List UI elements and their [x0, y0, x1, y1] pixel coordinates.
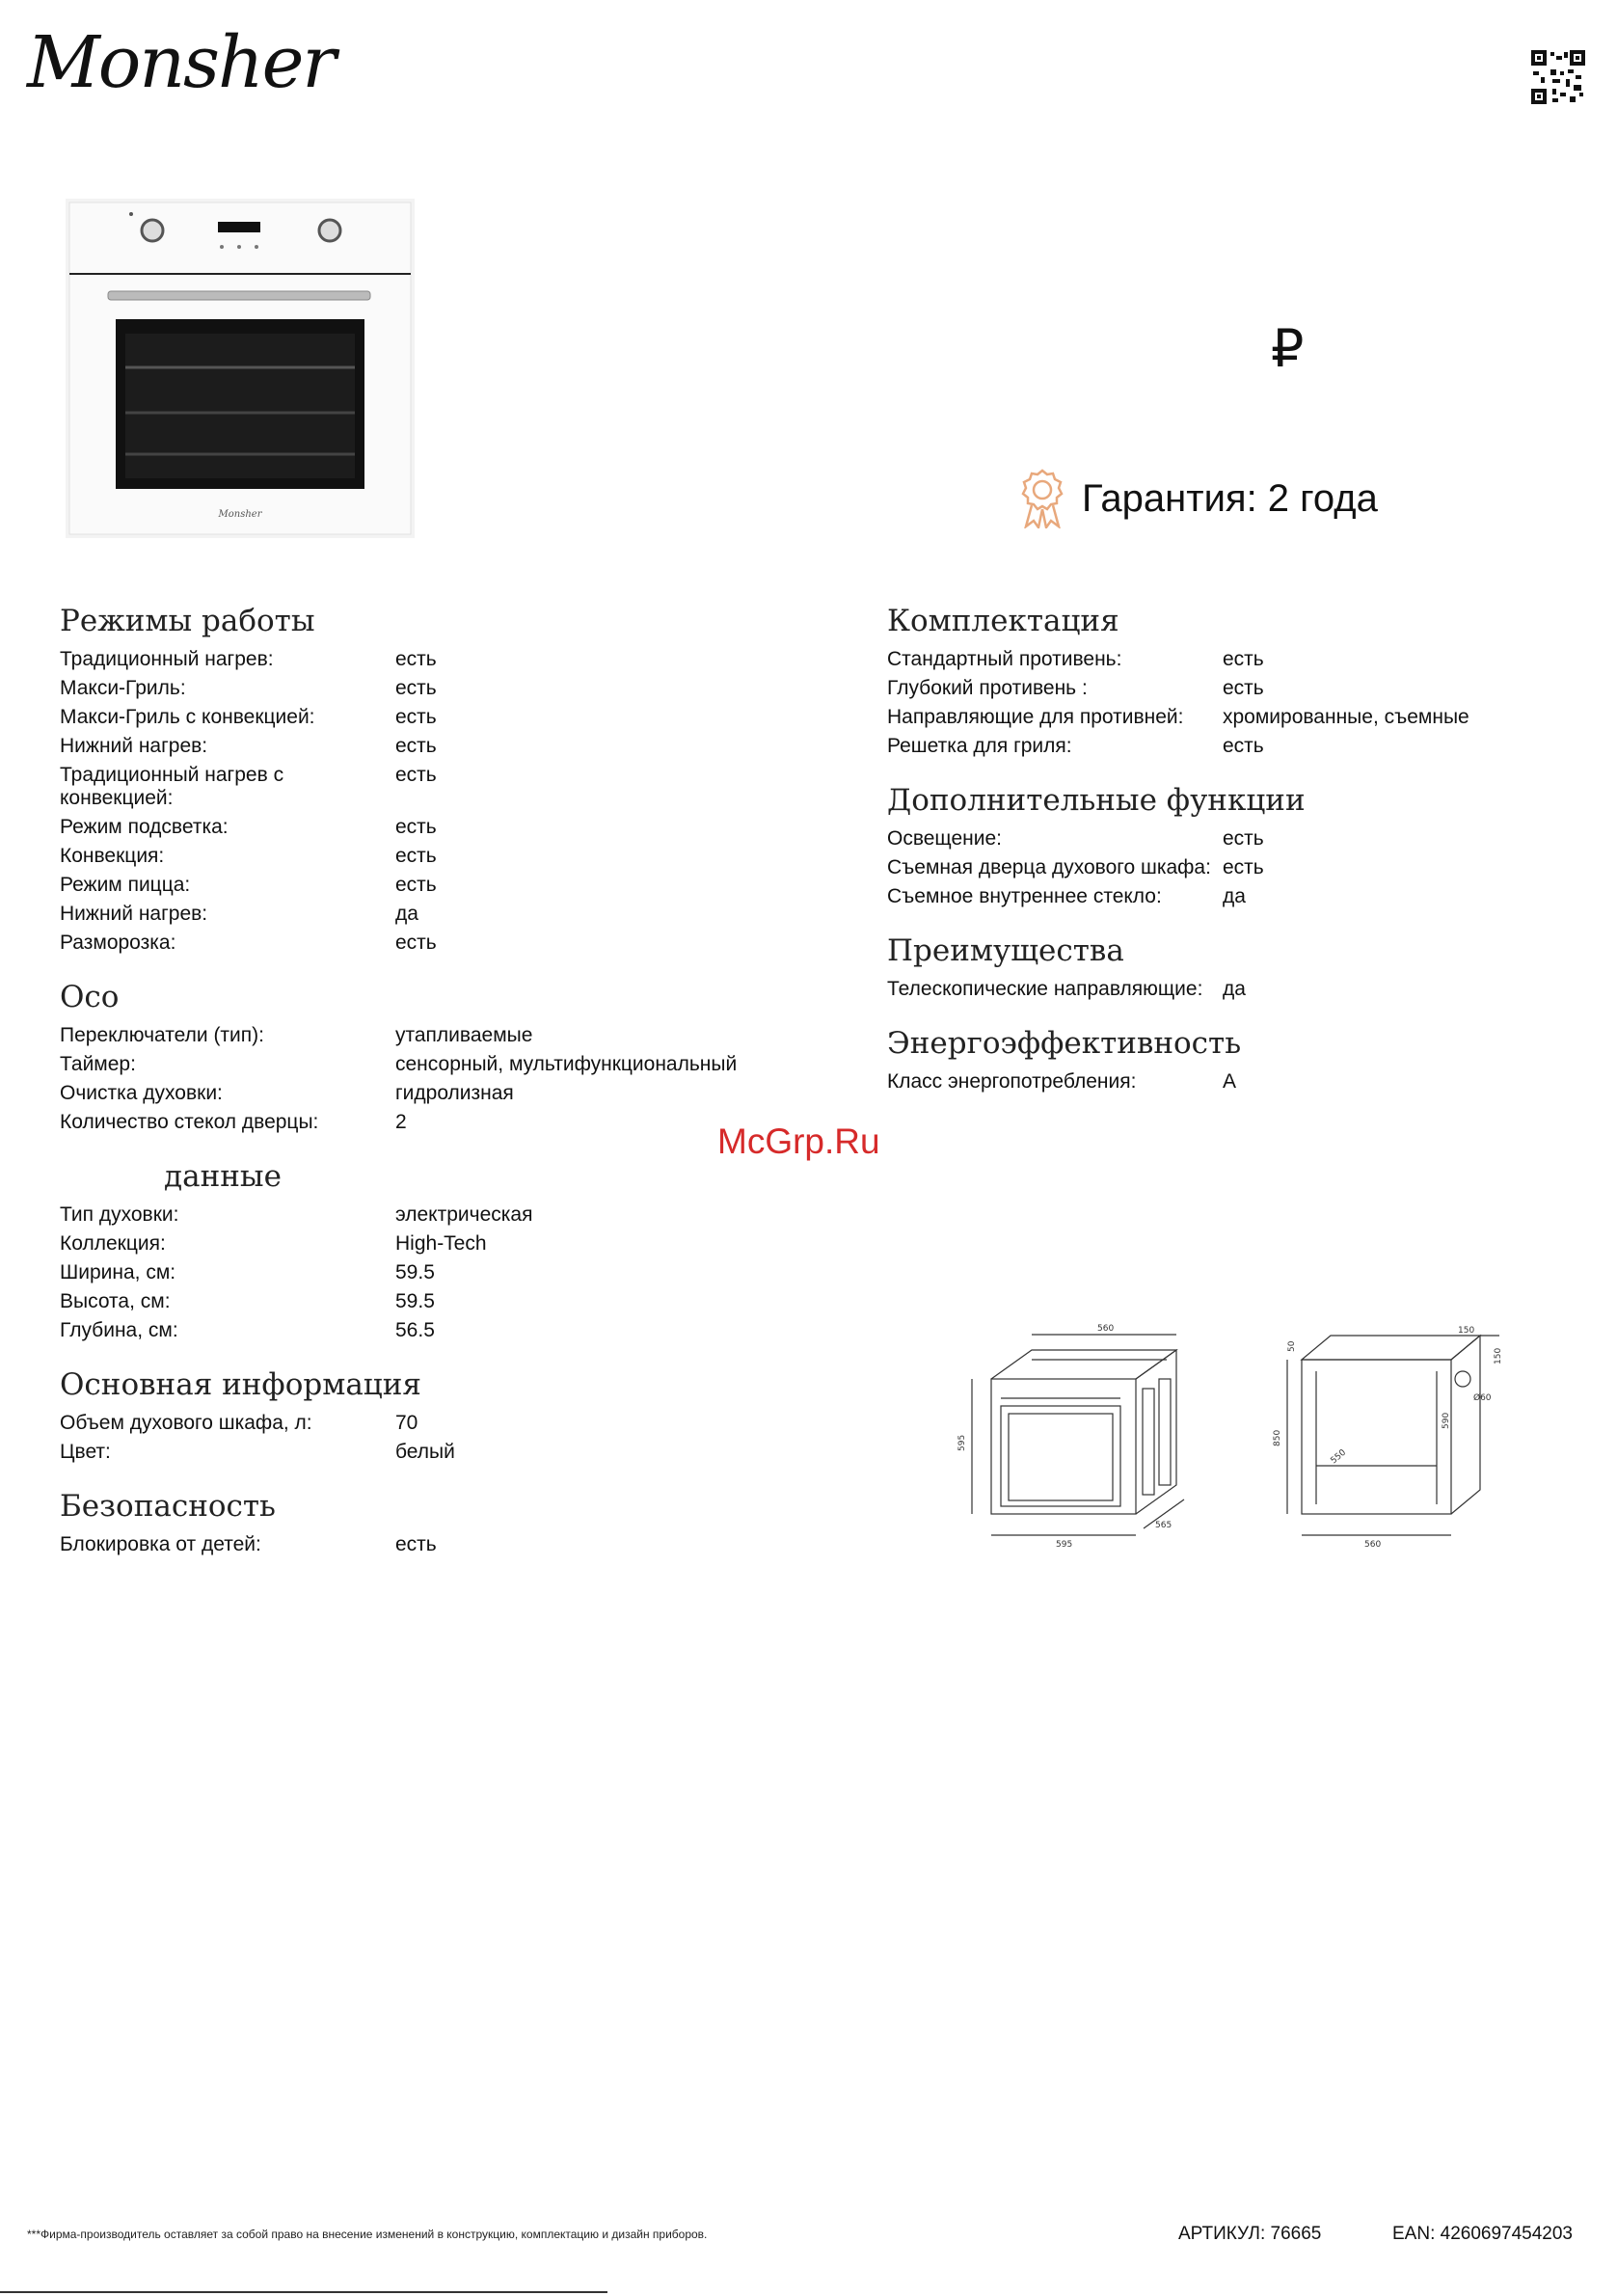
spec-row: [60, 735, 850, 758]
spec-label: Переключатели (тип):: [60, 1024, 264, 1046]
left-spec-column: [60, 604, 850, 1581]
spec-value: утапливаемые: [395, 1024, 533, 1046]
spec-label: Традиционный нагрев:: [60, 648, 274, 670]
spec-section: [887, 783, 1562, 908]
spec-row: [60, 706, 850, 729]
warranty-text: Гарантия: 2 года: [1082, 476, 1378, 520]
spec-label: Высота, см:: [60, 1290, 171, 1312]
spec-label: Очистка духовки:: [60, 1082, 223, 1104]
front-height-label: 595: [957, 1434, 967, 1451]
qr-code: [1531, 50, 1585, 104]
depth-label: 565: [1155, 1521, 1172, 1530]
cut-150b-label: 150: [1494, 1347, 1503, 1364]
spec-value: 56.5: [395, 1319, 435, 1341]
oven-product-image: [66, 199, 415, 538]
section-title: Основная информация: [60, 1367, 421, 1402]
hole-label: Ø60: [1473, 1393, 1492, 1403]
spec-section: [887, 933, 1562, 1001]
spec-row: [60, 677, 850, 700]
spec-value: есть: [395, 648, 437, 670]
spec-label: Стандартный противень:: [887, 648, 1122, 670]
spec-value: есть: [395, 735, 437, 757]
section-title: Комплектация: [887, 604, 1119, 638]
spec-value: High-Tech: [395, 1232, 487, 1255]
spec-section: [60, 1489, 850, 1556]
spec-label: Нижний нагрев:: [60, 903, 208, 925]
award-icon: [1018, 469, 1066, 528]
spec-label: Коллекция:: [60, 1232, 166, 1255]
spec-row: [60, 648, 850, 671]
section-title: Энергоэффективность: [887, 1026, 1242, 1061]
spec-value: 59.5: [395, 1261, 435, 1283]
spec-value: 59.5: [395, 1290, 435, 1312]
spec-label: Блокировка от детей:: [60, 1533, 261, 1555]
section-title: данные: [164, 1159, 282, 1194]
section-title: Осо: [60, 980, 120, 1014]
section-title: Режимы работы: [60, 604, 315, 638]
spec-value: есть: [395, 874, 437, 896]
spec-row: [887, 735, 1562, 758]
spec-row: [887, 856, 1562, 879]
spec-value: есть: [1223, 735, 1264, 757]
spec-row: [60, 1203, 850, 1227]
right-spec-column: [887, 604, 1562, 1119]
spec-value: есть: [395, 845, 437, 867]
spec-label: Традиционный нагрев с конвекцией:: [60, 764, 284, 809]
spec-row: [60, 764, 850, 810]
spec-row: [60, 816, 850, 839]
spec-row: [60, 1412, 850, 1435]
spec-value: да: [1223, 978, 1246, 1000]
spec-row: [887, 677, 1562, 700]
spec-section: [887, 1026, 1562, 1094]
front-width-label: 595: [1056, 1540, 1073, 1550]
spec-value: есть: [1223, 677, 1264, 699]
footer-disclaimer: ***Фирма-производитель оставляет за собой право на внесение изменений в конструкцию, комплектацию и дизайн приборов.: [27, 2228, 708, 2241]
spec-row: [60, 1533, 850, 1556]
spec-label: Конвекция:: [60, 845, 165, 867]
spec-value: гидролизная: [395, 1082, 514, 1104]
spec-label: Нижний нагрев:: [60, 735, 208, 757]
cut-50-label: 50: [1287, 1340, 1297, 1352]
spec-section: [60, 1367, 850, 1464]
spec-value: белый: [395, 1441, 455, 1463]
spec-section: [60, 604, 850, 955]
spec-value: есть: [1223, 648, 1264, 670]
spec-row: [60, 1232, 850, 1256]
spec-label: Съемная дверца духового шкафа:: [887, 856, 1211, 878]
spec-row: [887, 706, 1562, 729]
spec-row: [887, 978, 1562, 1001]
spec-label: Класс энергопотребления:: [887, 1070, 1137, 1093]
spec-value: да: [1223, 885, 1246, 907]
spec-value: есть: [1223, 856, 1264, 878]
spec-row: [60, 845, 850, 868]
cut-150a-label: 150: [1458, 1326, 1475, 1336]
spec-value: A: [1223, 1070, 1237, 1093]
spec-row: [60, 903, 850, 926]
spec-row: [887, 885, 1562, 908]
spec-row: [60, 1441, 850, 1464]
spec-label: Таймер:: [60, 1053, 136, 1075]
bottom-divider: [0, 2291, 607, 2293]
spec-label: Цвет:: [60, 1441, 111, 1463]
spec-section: [60, 1159, 850, 1342]
spec-value: есть: [395, 677, 437, 699]
footer-ean: EAN: 4260697454203: [1392, 2224, 1573, 2244]
svg-text:Monsher: Monsher: [218, 509, 262, 520]
spec-row: [887, 648, 1562, 671]
spec-label: Макси-Гриль с конвекцией:: [60, 706, 315, 728]
spec-value: есть: [395, 706, 437, 728]
spec-value: хромированные, съемные: [1223, 706, 1469, 728]
spec-row: [887, 827, 1562, 851]
spec-label: Макси-Гриль:: [60, 677, 186, 699]
warranty-block: [1018, 469, 1378, 528]
spec-row: [60, 1053, 850, 1076]
spec-label: Направляющие для противней:: [887, 706, 1184, 728]
spec-section: [887, 604, 1562, 758]
spec-value: есть: [395, 932, 437, 954]
niche-width-label: 560: [1364, 1540, 1382, 1550]
spec-value: есть: [395, 816, 437, 838]
spec-value: есть: [395, 764, 437, 786]
spec-value: сенсорный, мультифункциональный: [395, 1053, 738, 1075]
spec-value: есть: [1223, 827, 1264, 850]
niche-height-label: 850: [1273, 1429, 1282, 1446]
spec-label: Количество стекол дверцы:: [60, 1111, 319, 1133]
brand-logo: Monsher: [27, 21, 335, 104]
spec-row: [60, 1261, 850, 1284]
spec-label: Разморозка:: [60, 932, 176, 954]
spec-label: Режим подсветка:: [60, 816, 229, 838]
spec-row: [60, 932, 850, 955]
spec-label: Режим пицца:: [60, 874, 191, 896]
spec-value: электрическая: [395, 1203, 533, 1226]
spec-value: 2: [395, 1111, 407, 1133]
spec-row: [887, 1070, 1562, 1094]
spec-value: есть: [395, 1533, 437, 1555]
spec-label: Телескопические направляющие:: [887, 978, 1203, 1000]
spec-value: да: [395, 903, 418, 925]
niche-inner-depth-label: 550: [1329, 1447, 1349, 1467]
price-currency: ₽: [1271, 320, 1305, 378]
niche-inner-height-label: 590: [1442, 1412, 1451, 1429]
spec-label: Съемное внутреннее стекло:: [887, 885, 1162, 907]
spec-label: Ширина, см:: [60, 1261, 176, 1283]
spec-row: [60, 1082, 850, 1105]
spec-label: Решетка для гриля:: [887, 735, 1072, 757]
dimension-drawings: [955, 1321, 1533, 1601]
spec-row: [60, 1024, 850, 1047]
spec-label: Тип духовки:: [60, 1203, 179, 1226]
spec-row: [60, 1319, 850, 1342]
footer-article: АРТИКУЛ: 76665: [1178, 2224, 1322, 2244]
top-width-label: 560: [1097, 1324, 1115, 1334]
section-title: Преимущества: [887, 933, 1124, 968]
spec-row: [60, 874, 850, 897]
spec-value: 70: [395, 1412, 418, 1434]
spec-label: Глубокий противень :: [887, 677, 1088, 699]
watermark: McGrp.Ru: [717, 1121, 880, 1161]
section-title: Дополнительные функции: [887, 783, 1306, 818]
spec-row: [60, 1290, 850, 1313]
spec-label: Освещение:: [887, 827, 1002, 850]
spec-section: [60, 980, 850, 1134]
spec-label: Глубина, см:: [60, 1319, 178, 1341]
section-title: Безопасность: [60, 1489, 276, 1524]
spec-label: Объем духового шкафа, л:: [60, 1412, 312, 1434]
